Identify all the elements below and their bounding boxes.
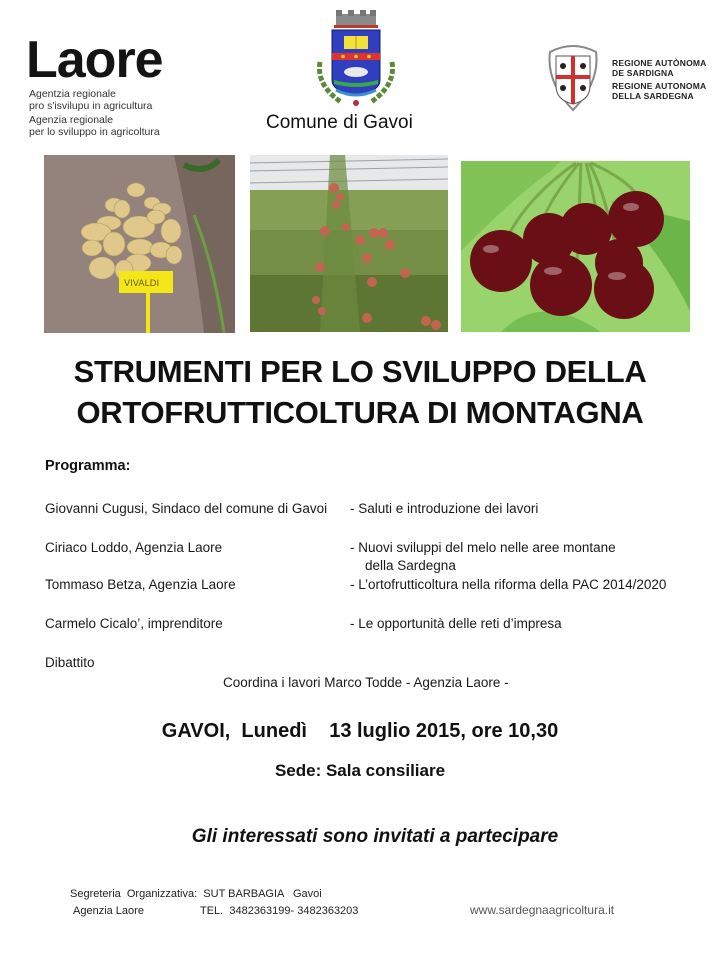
programma-heading: Programma: (45, 458, 131, 474)
photo-cherries (461, 161, 690, 332)
footer-phone: TEL. 3482363199- 3482363203 (200, 905, 359, 917)
program-topic-2: - Nuovi sviluppi del melo nelle aree montane (350, 540, 616, 555)
regione-sardegna-crest-icon (542, 42, 604, 114)
program-speaker-4: Carmelo Cicalo’, imprenditore (45, 616, 223, 631)
laore-tagline-4: per lo sviluppo in agricoltura (29, 126, 160, 138)
footer-secretariat: Segreteria Organizzativa: SUT BARBAGIA Gavoi (70, 888, 322, 900)
program-dibattito: Dibattito (45, 655, 95, 670)
svg-text:VIVALDI: VIVALDI (124, 279, 160, 289)
photo-apple-orchard (250, 155, 448, 332)
laore-tagline-3: Agenzia regionale (29, 114, 114, 126)
footer-website-link[interactable]: www.sardegnaagricoltura.it (470, 903, 615, 917)
event-title-line-2: ORTOFRUTTICOLTURA DI MONTAGNA (76, 395, 644, 430)
program-topic-3: - L’ortofrutticoltura nella riforma della PAC 2014/2020 (350, 577, 667, 592)
program-speaker-3: Tommaso Betza, Agenzia Laore (45, 577, 236, 592)
event-venue: Sede: Sala consiliare (274, 761, 446, 780)
laore-tagline-2: pro s'isvilupu in agricultura (29, 100, 153, 112)
event-invitation: Gli interessati sono invitati a partecipare (191, 826, 559, 847)
program-speaker-2: Ciriaco Loddo, Agenzia Laore (45, 540, 223, 555)
program-topic-4: - Le opportunità delle reti d’impresa (350, 616, 562, 631)
program-speaker-1: Giovanni Cugusi, Sindaco del comune di Gavoi (45, 501, 328, 516)
event-date-time: GAVOI, Lunedì 13 luglio 2015, ore 10,30 (161, 720, 559, 742)
regione-line-2: DE SARDIGNA (612, 68, 674, 78)
footer-agency: Agenzia Laore (73, 905, 144, 917)
regione-line-3: REGIONE AUTONOMA (612, 81, 707, 91)
regione-line-4: DELLA SARDEGNA (612, 91, 694, 101)
comune-name: Comune di Gavoi (266, 112, 413, 133)
program-coordinator: Coordina i lavori Marco Todde - Agenzia Laore - (223, 675, 509, 690)
laore-logo-wordmark: Laore (26, 31, 163, 89)
laore-tagline-1: Agentzia regionale (29, 88, 116, 100)
regione-line-1: REGIONE AUTÒNOMA (612, 58, 707, 68)
event-title-line-1: STRUMENTI PER LO SVILUPPO DELLA (73, 354, 647, 389)
photo-potatoes (44, 155, 235, 333)
program-topic-2-cont: della Sardegna (365, 558, 456, 573)
program-topic-1: - Saluti e introduzione dei lavori (350, 501, 539, 516)
comune-crest-icon (306, 10, 406, 110)
